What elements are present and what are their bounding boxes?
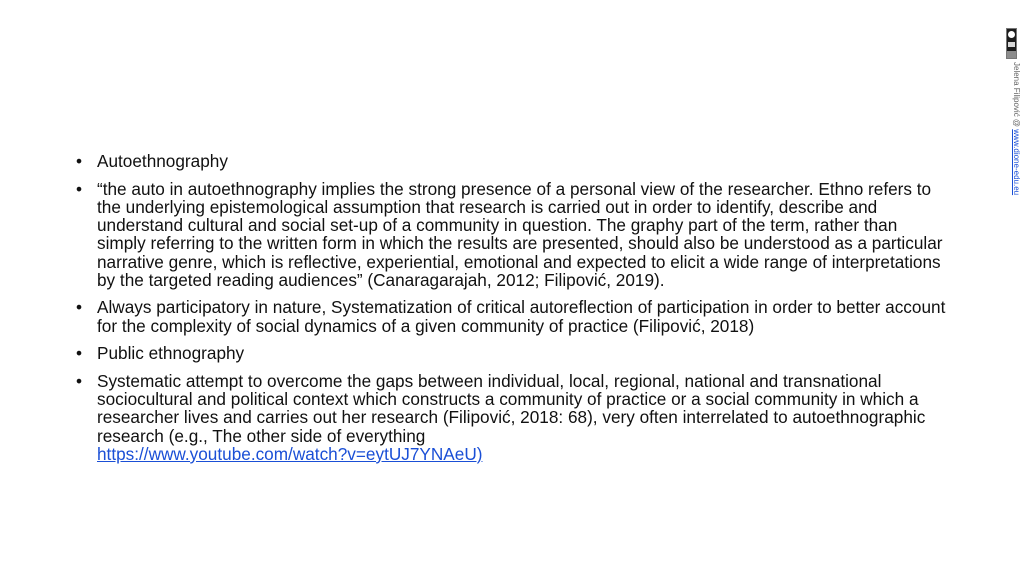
bullet-text: Public ethnography <box>97 343 245 364</box>
credit-website-link[interactable]: www.dione-edu.eu <box>1012 129 1021 196</box>
bullet-marker: • <box>76 343 83 364</box>
credit-author: Jelena Filipović @ <box>1012 62 1021 130</box>
bullet-item-participatory <box>76 298 946 334</box>
bullet-text <box>97 372 946 463</box>
bullet-text-body: Systematic attempt to overcome the gaps between individual, local, regional, national and transnational sociocultural and political context which constructs a community of practice or a social community in which a researcher lives and carries out her research (Filipović, 2018: 68), very often interrelated to autoethnographic research (e.g., The other side of everything <box>97 371 926 446</box>
bullet-item-autoethnography <box>76 152 946 170</box>
bullet-item-public-ethnography <box>76 344 946 362</box>
youtube-link[interactable]: https://www.youtube.com/watch?v=eytUJ7YNAeU) <box>97 443 483 464</box>
side-credit <box>1004 28 1024 228</box>
bullet-marker: • <box>76 297 83 318</box>
bullet-list <box>76 152 946 473</box>
bullet-marker: • <box>76 371 83 392</box>
bullet-marker: • <box>76 151 83 171</box>
cc-by-license-icon <box>1006 28 1017 59</box>
credit-text <box>1011 62 1021 195</box>
bullet-item-systematic-attempt <box>76 372 946 463</box>
bullet-item-definition-quote <box>76 180 946 289</box>
bullet-marker: • <box>76 178 83 199</box>
bullet-text: Autoethnography <box>97 151 228 171</box>
bullet-text: Always participatory in nature, Systematization of critical autoreflection of participation in order to better account for the complexity of social dynamics of a given community of practice (Filipović, 2018) <box>97 297 946 336</box>
bullet-text: “the auto in autoethnography implies the strong presence of a personal view of the researcher. Ethno refers to the underlying epistemological assumption that research is carried out in order to identify, describe and understand cultural and social set-up of a community in question. The graphy part of the term, rather than simply referring to the written form in which the results are presented, should also be understood as a particular narrative genre, which is reflective, experiential, emotional and expected to elicit a wide range of interpretations by the targeted reading audiences” (Canaragarajah, 2012; Filipović, 2019). <box>97 178 943 290</box>
